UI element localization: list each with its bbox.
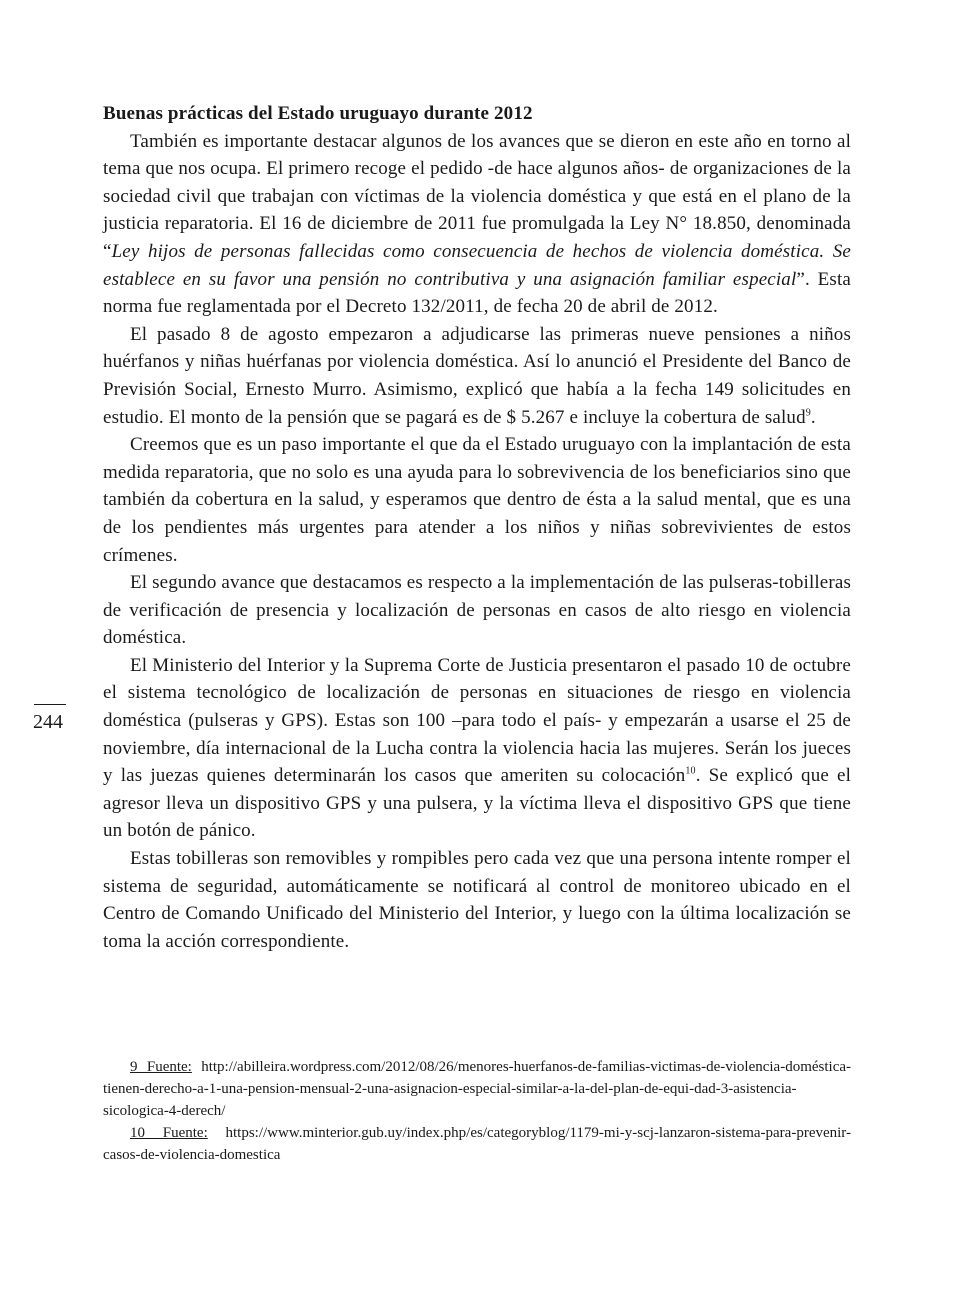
paragraph-2-end: . bbox=[810, 406, 816, 428]
paragraph-1-text-b: ”. Esta norma fue reglamentada por el Decreto 132/2011, de fecha 20 de abril de 2012. bbox=[103, 268, 851, 318]
footnote-9 bbox=[103, 1056, 851, 1122]
footnote-ref-9[interactable]: 9 bbox=[805, 407, 811, 419]
footnotes bbox=[103, 1056, 851, 1166]
footnote-9-url[interactable]: http://abilleira.wordpress.com/2012/08/26/menores-huerfanos-de-familias-victimas-de-violencia-doméstica-tienen-derecho-a-1-una-pension-mensual-2-una-asignacion-especial-similar-a-la-del-plan-de-equi-dad-3-asistencia-sicologica-4-derech/ bbox=[103, 1059, 852, 1119]
paragraph-1 bbox=[103, 128, 851, 321]
section-heading: Buenas prácticas del Estado uruguayo durante 2012 bbox=[103, 103, 533, 124]
paragraph-5 bbox=[103, 652, 851, 845]
paragraph-3: Creemos que es un paso importante el que da el Estado uruguayo con la implantación de esta medida reparatoria, que no solo es una ayuda para lo sobrevivencia de los beneficiarios sino que también da cobertura en la salud, y esperamos que dentro de ésta a la salud mental, que es una de los pendientes más urgentes para atender a los niños y niñas sobrevivientes de estos crímenes. bbox=[103, 434, 851, 566]
footnote-10-url[interactable]: https://www.minterior.gub.uy/index.php/es/categoryblog/1179-mi-y-scj-lanzaron-sistema-para-prevenir-casos-de-violencia-domestica bbox=[103, 1125, 851, 1163]
law-title-italic: Ley hijos de personas fallecidas como consecuencia de hechos de violencia doméstica. Se establece en su favor una pensión no contributiva y una asignación familiar especial bbox=[103, 240, 851, 290]
paragraph-6: Estas tobilleras son removibles y rompibles pero cada vez que una persona intente romper el sistema de seguridad, automáticamente se notificará al control de monitoreo ubicado en el Centro de Comando Unificado del Ministerio del Interior, y luego con la última localización se toma la acción correspondiente. bbox=[103, 848, 851, 952]
article-body bbox=[103, 100, 851, 955]
page-number: 244 bbox=[33, 711, 63, 733]
paragraph-5-text: El Ministerio del Interior y la Suprema Corte de Justicia presentaron el pasado 10 de octubre el sistema tecnológico de localización de personas en situaciones de riesgo en violencia doméstica (pulseras y GPS). Estas son 100 –para todo el país- y empezarán a usarse el 25 de noviembre, día internacional de la Lucha contra la violencia hacia las mujeres. Serán los jueces y las juezas quienes determinarán los casos que ameriten su colocación bbox=[103, 654, 851, 787]
paragraph-1-text-a: También es importante destacar algunos de los avances que se dieron en este año en torno al tema que nos ocupa. El primero recoge el pedido -de hace algunos años- de organizaciones de la sociedad civil que trabajan con víctimas de la violencia doméstica y que está en el plano de la justicia reparatoria. El 16 de diciembre de 2011 fue promulgada la Ley N° 18.850, denominada “ bbox=[103, 130, 851, 262]
footnote-9-label: 9 Fuente: bbox=[130, 1059, 192, 1075]
paragraph-5-end: . Se explicó que el agresor lleva un dispositivo GPS y una pulsera, y la víctima lleva el dispositivo GPS que tiene un botón de pánico. bbox=[103, 765, 852, 842]
paragraph-4: El segundo avance que destacamos es respecto a la implementación de las pulseras-tobilleras de verificación de presencia y localización de personas en casos de alto riesgo en violencia doméstica. bbox=[103, 572, 851, 649]
footnote-10-label: 10 Fuente: bbox=[130, 1125, 208, 1141]
paragraph-2 bbox=[103, 321, 851, 431]
footnote-10 bbox=[103, 1122, 851, 1166]
page-number-rule bbox=[34, 704, 66, 705]
paragraph-2-text: El pasado 8 de agosto empezaron a adjudicarse las primeras nueve pensiones a niños huérfanos y niñas huérfanas por violencia doméstica. Así lo anunció el Presidente del Banco de Previsión Social, Ernesto Murro. Asimismo, explicó que había a la fecha 149 solicitudes en estudio. El monto de la pensión que se pagará es de $ 5.267 e incluye la cobertura de salud bbox=[103, 323, 851, 428]
footnote-ref-10[interactable]: 10 bbox=[685, 765, 696, 777]
